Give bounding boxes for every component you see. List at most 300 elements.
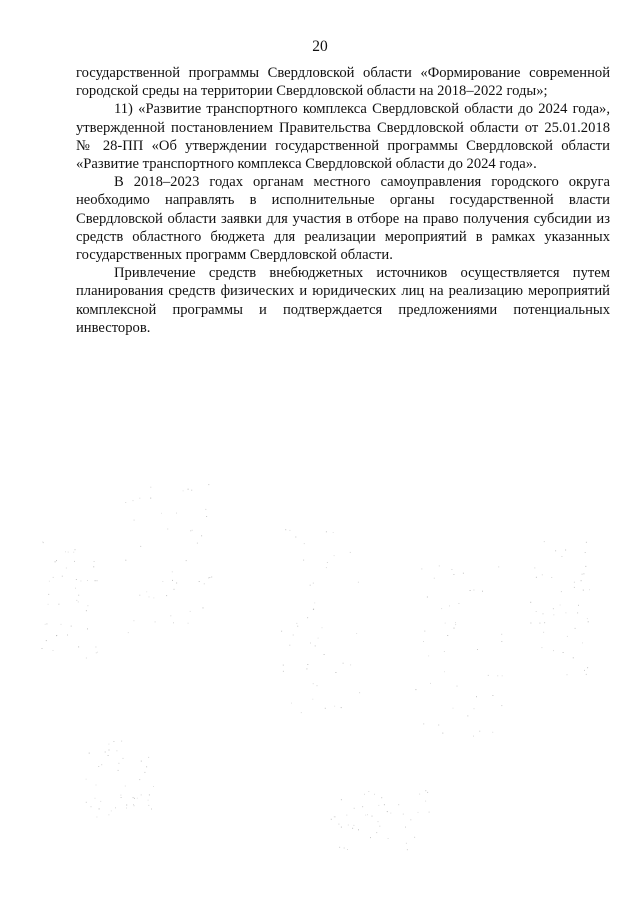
scan-speck [307, 664, 308, 665]
scan-speck [87, 580, 88, 581]
scan-speck [589, 589, 590, 590]
scan-speck [126, 808, 127, 809]
scan-speck [473, 736, 474, 737]
scan-speck [567, 674, 568, 675]
scan-speck [477, 649, 478, 650]
scan-speck [76, 600, 77, 601]
scan-speck [406, 843, 407, 844]
scan-speck [148, 805, 149, 806]
scan-speck [186, 560, 187, 561]
scan-speck [125, 560, 126, 561]
scan-speck [42, 648, 43, 649]
scan-speck [151, 809, 152, 810]
scan-speck [172, 580, 173, 581]
scan-speck [148, 800, 149, 801]
scan-speck [543, 632, 544, 633]
scan-speck [108, 755, 109, 756]
scan-speck [578, 605, 579, 606]
scan-speck [141, 794, 142, 795]
scan-speck [140, 546, 141, 547]
scan-speck [295, 537, 296, 538]
scan-speck [285, 529, 286, 530]
scan-speck [341, 707, 342, 708]
scan-speck [384, 804, 385, 805]
scan-speck [544, 622, 545, 623]
scan-speck [97, 652, 98, 653]
scan-speck [341, 799, 342, 800]
paragraph-list-item-11: 11) «Развитие транспортного комплекса Свердловской области до 2024 года», утвержденной постановлением Правительства Свердловской области от 25.01.2018 № 28-ПП «Об утверждении государственной программы Свердловской области «Развитие транспортного комплекса Свердловской области до 2024 года». [76, 101, 610, 173]
scan-speck [167, 529, 168, 530]
scan-speck [96, 652, 97, 653]
scan-speck [350, 664, 351, 665]
scan-speck [208, 484, 209, 485]
scan-speck [291, 703, 292, 704]
scan-speck [325, 708, 326, 709]
scan-speck [283, 671, 284, 672]
scan-speck [318, 638, 319, 639]
scan-speck [541, 647, 542, 648]
scan-speck [188, 489, 189, 490]
scan-speck [453, 574, 454, 575]
scan-speck [444, 671, 445, 672]
scan-speck [551, 577, 552, 578]
scan-speck [310, 585, 311, 586]
scan-speck [344, 848, 345, 849]
scan-speck [350, 552, 351, 553]
scan-speck [543, 613, 544, 614]
scan-speck [190, 611, 191, 612]
scan-speck [317, 685, 318, 686]
scan-speck [388, 838, 389, 839]
scan-speck [587, 667, 588, 668]
scan-speck [173, 622, 174, 623]
scan-speck [339, 847, 340, 848]
scan-speck [95, 580, 96, 581]
scan-speck [476, 696, 477, 697]
scan-speck [573, 657, 574, 658]
scan-speck [583, 590, 584, 591]
scan-speck [307, 617, 308, 618]
scan-speck [501, 641, 502, 642]
scan-speck [108, 814, 109, 815]
scan-speck [453, 708, 454, 709]
scan-speck [334, 706, 335, 707]
scan-speck [86, 610, 87, 611]
scan-speck [501, 705, 502, 706]
scan-speck [387, 811, 388, 812]
scan-speck [553, 608, 554, 609]
scan-speck [293, 635, 294, 636]
scan-speck [149, 596, 150, 597]
scan-speck [55, 561, 56, 562]
scan-speck [205, 509, 206, 510]
scan-speck [346, 815, 347, 816]
scan-speck [61, 624, 62, 625]
scan-speck [434, 578, 435, 579]
scan-speck [146, 766, 147, 767]
scan-speck [583, 573, 584, 574]
scan-speck [48, 594, 49, 595]
scan-speck [49, 581, 50, 582]
scan-speck [310, 643, 311, 644]
scan-speck [439, 565, 440, 566]
scan-speck [429, 812, 430, 813]
scan-speck [312, 699, 313, 700]
scan-speck [367, 814, 368, 815]
scan-speck [415, 689, 416, 690]
scan-speck [209, 577, 210, 578]
scan-speck [586, 542, 587, 543]
scan-speck [125, 786, 126, 787]
scan-speck [95, 798, 96, 799]
scan-speck [73, 552, 74, 553]
scan-speck [455, 624, 456, 625]
scan-speck [204, 583, 205, 584]
scan-speck [488, 675, 489, 676]
scan-speck [121, 797, 122, 798]
scan-speck [148, 757, 149, 758]
scan-speck [133, 620, 134, 621]
scan-speck [313, 583, 314, 584]
scan-speck [322, 627, 323, 628]
scan-speck [362, 806, 363, 807]
scan-speck [86, 802, 87, 803]
scan-speck [121, 741, 122, 742]
scan-speck [87, 628, 88, 629]
scan-speck [188, 623, 189, 624]
scan-speck [331, 819, 332, 820]
scan-speck [133, 500, 134, 501]
scan-speck [565, 550, 566, 551]
scan-speck [53, 577, 54, 578]
scan-speck [588, 621, 589, 622]
scan-speck [170, 615, 171, 616]
scan-speck [542, 574, 543, 575]
scan-speck [454, 628, 455, 629]
scan-speck [101, 764, 102, 765]
scan-speck [370, 837, 371, 838]
scan-speck [174, 589, 175, 590]
scan-speck [120, 795, 121, 796]
scan-speck [105, 752, 106, 753]
scan-speck [585, 566, 586, 567]
scan-speck [78, 601, 79, 602]
scan-speck [91, 806, 92, 807]
scan-speck [56, 560, 57, 561]
scan-speck [587, 618, 588, 619]
scan-speck [378, 821, 379, 822]
scan-speck [153, 597, 154, 598]
scan-speck [479, 731, 480, 732]
scan-speck [473, 590, 474, 591]
scan-speck [348, 825, 349, 826]
scan-speck [457, 686, 458, 687]
scan-speck [561, 591, 562, 592]
scan-speck [99, 808, 100, 809]
scan-speck [574, 582, 575, 583]
scan-speck [376, 832, 377, 833]
scan-speck [144, 772, 145, 773]
paragraph-funding-applications: В 2018–2023 годах органам местного самоуправления городского округа необходимо направлять в исполнительные органы государственной власти Свердловской области заявки для участия в отборе на право получения субсидии из средств областного бюджета для реализации мероприятий в рамках указанных государственных программ Свердловской области. [76, 174, 610, 264]
scan-speck [501, 634, 502, 635]
page-number: 20 [312, 38, 328, 55]
scan-speck [89, 753, 90, 754]
scan-speck [94, 561, 95, 562]
scan-speck [183, 490, 184, 491]
scan-speck [421, 568, 422, 569]
scan-speck [444, 651, 445, 652]
scan-speck [46, 623, 47, 624]
scan-speck [134, 798, 135, 799]
scan-speck [206, 516, 207, 517]
scan-speck [424, 631, 425, 632]
scan-speck [334, 816, 335, 817]
scan-speck [458, 603, 459, 604]
scan-speck [497, 675, 498, 676]
scan-speck [96, 817, 97, 818]
scan-speck [161, 513, 162, 514]
scan-speck [419, 794, 420, 795]
scan-speck [428, 655, 429, 656]
scan-speck [166, 595, 167, 596]
scan-speck [155, 621, 156, 622]
scan-speck [365, 815, 366, 816]
scan-speck [423, 723, 424, 724]
scan-speck [109, 750, 110, 751]
scan-speck [74, 561, 75, 562]
scan-speck [71, 626, 72, 627]
scan-speck [133, 804, 134, 805]
scan-speck [575, 628, 576, 629]
scan-speck [53, 650, 54, 651]
scan-speck [333, 532, 334, 533]
scan-speck [585, 552, 586, 553]
scan-speck [289, 645, 290, 646]
scan-speck [76, 579, 77, 580]
scan-speck [283, 665, 284, 666]
scan-speck [563, 652, 564, 653]
scan-speck [134, 520, 135, 521]
scan-speck [418, 812, 419, 813]
scan-speck [192, 530, 193, 531]
scan-speck [470, 590, 471, 591]
scan-speck [115, 807, 116, 808]
scan-speck [65, 551, 66, 552]
scan-speck [139, 779, 140, 780]
scan-speck [125, 502, 126, 503]
scan-speck [427, 792, 428, 793]
scan-speck [581, 580, 582, 581]
scan-speck [126, 805, 127, 806]
scan-speck [306, 668, 307, 669]
scan-speck [347, 849, 348, 850]
scan-speck [326, 567, 327, 568]
scan-speck [111, 810, 112, 811]
scan-speck [201, 535, 202, 536]
scan-speck [93, 566, 94, 567]
scan-speck [530, 623, 531, 624]
scan-speck [304, 543, 305, 544]
scan-speck [203, 607, 204, 608]
scan-speck [423, 641, 424, 642]
scan-speck [364, 794, 365, 795]
scan-speck [567, 636, 568, 637]
scan-speck [441, 608, 442, 609]
scan-speck [492, 695, 493, 696]
scan-speck [78, 646, 79, 647]
scan-speck [447, 635, 448, 636]
scan-speck [197, 543, 198, 544]
scan-speck [530, 602, 531, 603]
scan-speck [427, 597, 428, 598]
scan-speck [438, 725, 439, 726]
scan-speck [405, 827, 406, 828]
scan-speck [536, 577, 537, 578]
scan-speck [374, 794, 375, 795]
scan-speck [303, 560, 304, 561]
scan-speck [66, 568, 67, 569]
scan-speck [149, 794, 150, 795]
scan-speck [335, 672, 336, 673]
scan-speck [116, 750, 117, 751]
scan-speck [341, 827, 342, 828]
scan-speck [534, 567, 535, 568]
scan-speck [502, 675, 503, 676]
scan-speck [43, 542, 44, 543]
scan-speck [584, 670, 585, 671]
scan-speck [86, 779, 87, 780]
scan-speck [128, 632, 129, 633]
scan-speck [403, 814, 404, 815]
scan-speck [86, 658, 87, 659]
scan-speck [150, 487, 151, 488]
scan-speck [95, 647, 96, 648]
scan-speck [108, 744, 109, 745]
scan-speck [586, 674, 587, 675]
scan-speck [359, 692, 360, 693]
scan-speck [410, 819, 411, 820]
scan-speck [97, 580, 98, 581]
scan-speck [379, 826, 380, 827]
scan-speck [141, 761, 142, 762]
scan-speck [289, 530, 290, 531]
scan-speck [113, 741, 114, 742]
scan-speck [445, 623, 446, 624]
scan-speck [118, 770, 119, 771]
scan-speck [139, 595, 140, 596]
scan-speck [352, 828, 353, 829]
scan-speck [146, 591, 147, 592]
scan-speck [123, 758, 124, 759]
scan-speck [482, 591, 483, 592]
scan-speck [565, 612, 566, 613]
scan-speck [211, 577, 212, 578]
scan-speck [414, 837, 415, 838]
scan-speck [296, 623, 297, 624]
scan-speck [553, 614, 554, 615]
scan-speck [281, 631, 282, 632]
scan-speck [539, 623, 540, 624]
scan-speck [358, 582, 359, 583]
scan-speck [162, 581, 163, 582]
scan-speck [324, 654, 325, 655]
scan-speck [455, 622, 456, 623]
scan-speck [326, 531, 327, 532]
scan-speck [582, 642, 583, 643]
scan-speck [561, 556, 562, 557]
scan-speck [133, 797, 134, 798]
scan-speck [46, 640, 47, 641]
scan-speck [381, 797, 382, 798]
scan-speck [313, 683, 314, 684]
scan-speck [58, 604, 59, 605]
scan-speck [57, 635, 58, 636]
scan-speck [139, 498, 140, 499]
scan-speck [297, 626, 298, 627]
scan-speck [62, 576, 63, 577]
paragraph-extrabudgetary-sources: Привлечение средств внебюджетных источников осуществляется путем планирования средств физических и юридических лиц на реализацию мероприятий комплексной программы и подтверждается предложениями потенциальных инвесторов. [76, 265, 610, 336]
scan-speck [498, 566, 499, 567]
scan-speck [442, 733, 443, 734]
scan-speck [553, 650, 554, 651]
scan-speck [335, 816, 336, 817]
scan-speck [474, 708, 475, 709]
scan-speck [98, 766, 99, 767]
scan-speck [134, 805, 135, 806]
scan-speck [398, 804, 399, 805]
scan-speck [208, 577, 209, 578]
scan-speck [390, 813, 391, 814]
scan-speck [354, 808, 355, 809]
scan-speck [358, 829, 359, 830]
scan-speck [544, 541, 545, 542]
scan-speck [118, 763, 119, 764]
scan-speck [425, 790, 426, 791]
scan-speck [75, 549, 76, 550]
scan-speck [356, 633, 357, 634]
scan-speck [96, 785, 97, 786]
scan-speck [48, 604, 49, 605]
scan-speck [451, 569, 452, 570]
scan-speck [80, 581, 81, 582]
scan-speck [314, 602, 315, 603]
scan-speck [150, 498, 151, 499]
scan-speck [407, 849, 408, 850]
scan-speck [301, 712, 302, 713]
scan-speck [574, 587, 575, 588]
scan-speck [315, 645, 316, 646]
scan-speck [467, 715, 468, 716]
scan-speck [425, 801, 426, 802]
scan-speck [176, 513, 177, 514]
scan-speck [327, 562, 328, 563]
scan-speck [560, 605, 561, 606]
scan-speck [78, 595, 79, 596]
scan-speck [75, 588, 76, 589]
scan-speck [577, 612, 578, 613]
scan-speck [87, 605, 88, 606]
scan-speck [313, 609, 314, 610]
scan-speck [334, 555, 335, 556]
scan-speck [68, 552, 69, 553]
paragraph-continuation: государственной программы Свердловской области «Формирование современной городской среды на территории Свердловской области на 2018–2022 годы»; [76, 65, 610, 100]
scan-speck [100, 801, 101, 802]
scan-speck [137, 798, 138, 799]
scan-speck [343, 663, 344, 664]
scan-speck [191, 490, 192, 491]
scan-speck [536, 611, 537, 612]
scan-speck [555, 550, 556, 551]
